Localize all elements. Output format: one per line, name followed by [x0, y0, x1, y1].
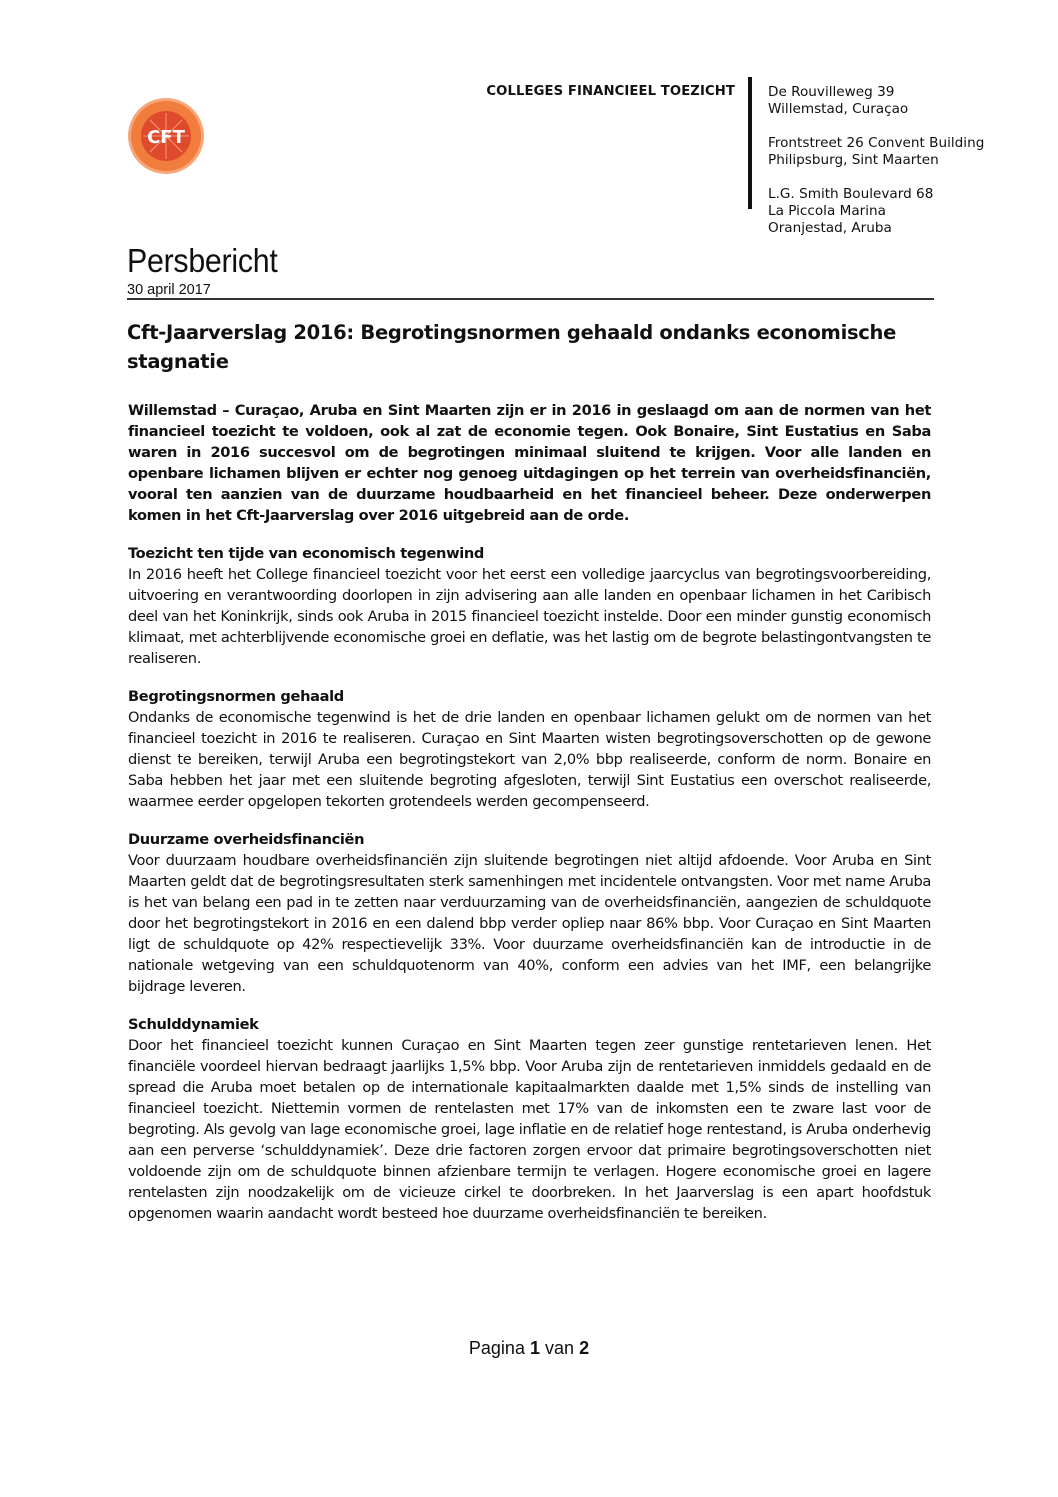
article-body: [128, 400, 931, 1241]
document-date: 30 april 2017: [127, 282, 211, 298]
section-toezicht: [128, 543, 931, 669]
logo-text: CFT: [147, 127, 185, 148]
address-line: L.G. Smith Boulevard 68: [768, 186, 934, 202]
section-heading: Schulddynamiek: [128, 1016, 259, 1033]
section-body: Ondanks de economische tegenwind is het de drie landen en openbaar lichamen gelukt om de normen van het financieel toezicht in 2016 te realiseren. Curaçao en Sint Maarten wisten begrotingsoverschotten op de gewone dienst te bereiken, terwijl Aruba een begrotingstekort van 2,0% bbp realiseerde, conform de norm. Bonaire en Saba hebben het jaar met een sluitende begroting afgesloten, terwijl Sint Eustatius een overschot realiseerde, waarmee eerder opgelopen tekorten grotendeels werden gecompenseerd.: [128, 709, 931, 810]
current-page-number: 1: [529, 1338, 540, 1358]
page-number-footer: [0, 1338, 1058, 1359]
section-heading: Begrotingsnormen gehaald: [128, 688, 344, 705]
cft-logo-icon: [127, 97, 205, 175]
section-duurzame-overheidsfinancien: [128, 829, 931, 997]
page-label: Pagina: [468, 1338, 525, 1358]
page-separator: van: [545, 1338, 575, 1358]
document-type-title: Persbericht: [127, 242, 278, 279]
section-heading: Toezicht ten tijde van economisch tegenwind: [128, 545, 484, 562]
lead-paragraph: Willemstad – Curaçao, Aruba en Sint Maarten zijn er in 2016 in geslaagd om aan de normen van het financieel toezicht te voldoen, ook al zat de economie tegen. Ook Bonaire, Sint Eustatius en Saba waren in 2016 succesvol om de begrotingen minimaal sluitend te krijgen. Voor alle landen en openbare lichamen blijven er echter nog genoeg uitdagingen op het terrein van overheidsfinanciën, vooral ten aanzien van de duurzame houdbaarheid en het financieel beheer. Deze onderwerpen komen in het Cft-Jaarverslag over 2016 uitgebreid aan de orde.: [128, 402, 931, 524]
address-line: La Piccola Marina: [768, 203, 886, 219]
section-body: Door het financieel toezicht kunnen Curaçao en Sint Maarten tegen zeer gunstige rentetarieven lenen. Het financiële voordeel hiervan bedraagt jaarlijks 1,5% bbp. Voor Aruba zijn de rentetarieven inmiddels gedaald en de spread die Aruba moet betalen op de internationale kapitaalmarkten daalde met 1,5% sinds de instelling van financieel toezicht. Niettemin vormen de rentelasten met 17% van de inkomsten een te zware last voor de begroting. Als gevolg van lage economische groei, lage inflatie en de relatief hoge rentestand, is Aruba onderhevig aan een perverse ‘schulddynamiek’. Deze drie factoren zorgen ervoor dat primaire begrotingsoverschotten niet voldoende zijn om de schuldquote binnen afzienbare termijn te verlagen. Hogere economische groei en lagere rentelasten zijn noodzakelijk om de vicieuze cirkel te doorbreken. In het Jaarverslag is een apart hoofdstuk opgenomen waarin aandacht wordt besteed hoe duurzame overheidsfinanciën te bereiken.: [128, 1037, 931, 1222]
header-divider: [748, 77, 752, 209]
section-heading: Duurzame overheidsfinanciën: [128, 831, 365, 848]
address-line: Frontstreet 26 Convent Building: [768, 135, 985, 151]
press-release-headline: Cft-Jaarverslag 2016: Begrotingsnormen gehaald ondanks economische stagnatie: [127, 321, 897, 373]
address-curacao: [768, 84, 984, 118]
section-schulddynamiek: [128, 1014, 931, 1224]
address-line: De Rouvilleweg 39: [768, 84, 895, 100]
cft-logo: [127, 97, 205, 175]
organization-name: COLLEGES FINANCIEEL TOEZICHT: [486, 84, 735, 99]
address-line: Oranjestad, Aruba: [768, 220, 892, 236]
address-line: Philipsburg, Sint Maarten: [768, 152, 939, 168]
total-page-count: 2: [579, 1338, 590, 1358]
title-divider: [127, 298, 934, 300]
section-body: Voor duurzaam houdbare overheidsfinanciën zijn sluitende begrotingen niet altijd afdoende. Voor Aruba en Sint Maarten geldt dat de begrotingsresultaten sterk samenhingen met incidentele ontvangsten. Voor met name Aruba is het van belang een pad in te zetten naar verduurzaming van de overheidsfinanciën, aangezien de schuldquote door het begrotingstekort in 2016 en een dalend bbp verder opliep naar 86% bbp. Voor Curaçao en Sint Maarten ligt de schuldquote op 42% respectievelijk 33%. Voor duurzame overheidsfinanciën kan de introductie in de nationale wetgeving van een schuldquotenorm van 40%, conform een advies van het IMF, een belangrijke bijdrage leveren.: [128, 852, 931, 995]
section-begrotingsnormen: [128, 686, 931, 812]
section-body: In 2016 heeft het College financieel toezicht voor het eerst een volledige jaarcyclus van begrotingsvoorbereiding, uitvoering en verantwoording doorlopen in zijn advisering aan alle landen en openbaar lichamen in het Caribisch deel van het Koninkrijk, sinds ook Aruba in 2015 financieel toezicht instelde. Door een minder gunstig economisch klimaat, met achterblijvende economische groei en deflatie, was het lastig om de begrote belastingontvangsten te realiseren.: [128, 566, 931, 667]
address-aruba: [768, 186, 984, 237]
address-line: Willemstad, Curaçao: [768, 101, 909, 117]
address-block: [768, 84, 984, 254]
address-sint-maarten: [768, 135, 984, 169]
